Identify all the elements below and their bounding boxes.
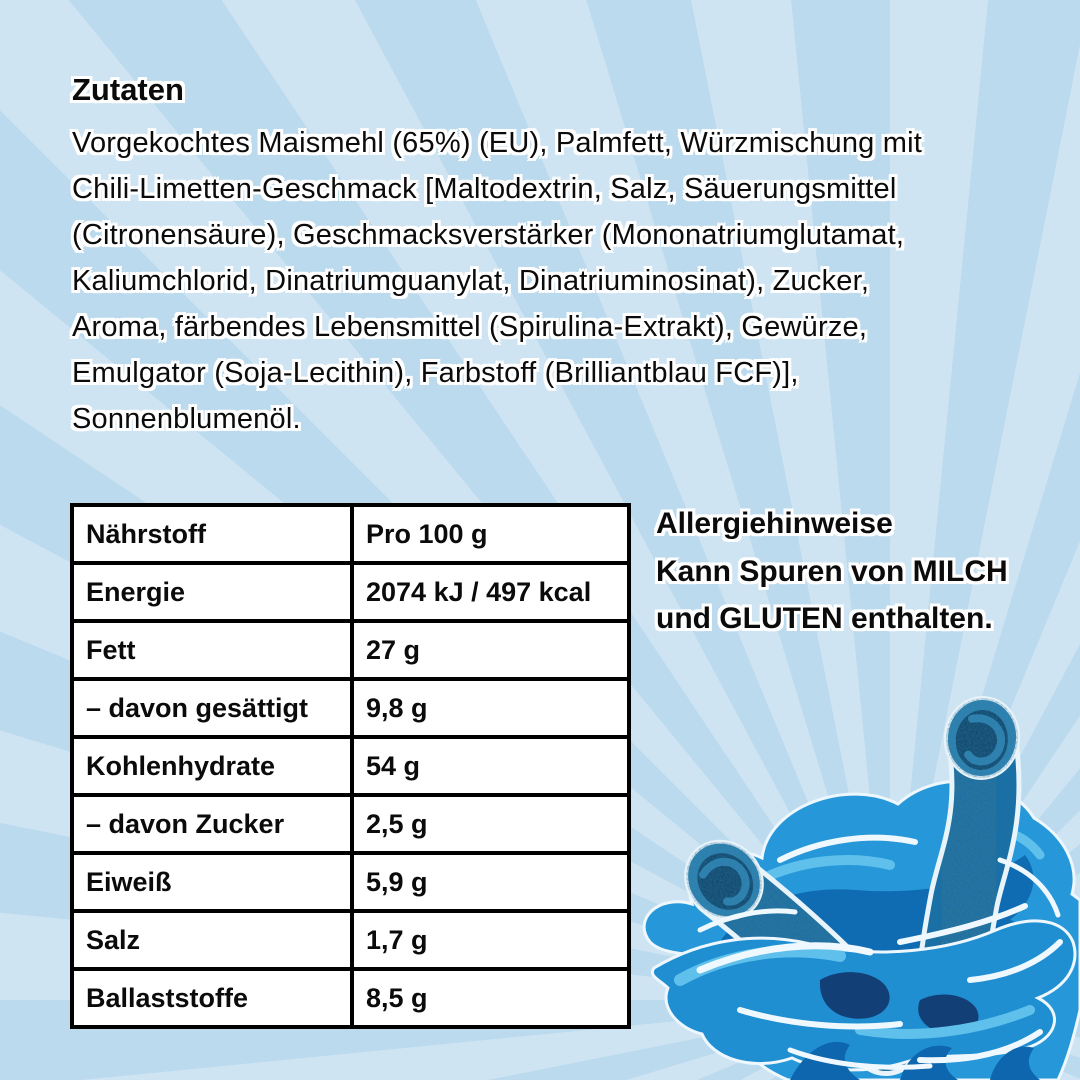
ingredients-line: Kaliumchlorid, Dinatriumguanylat, Dinatriuminosinat), Zucker, [72, 265, 870, 297]
nutrient-value-cell: 54 g [352, 737, 629, 795]
nutrient-name-cell: Energie [72, 563, 352, 621]
table-row [72, 911, 629, 969]
ingredients-section [72, 70, 992, 442]
blue-snacks-splash-illustration [640, 680, 1080, 1080]
ingredients-line: (Citronensäure), Geschmacksverstärker (Mononatriumglutamat, [72, 219, 905, 251]
nutrient-value-cell: 2,5 g [352, 795, 629, 853]
nutrient-name-cell: Salz [72, 911, 352, 969]
nutrient-value-cell: 5,9 g [352, 853, 629, 911]
nutrient-value-cell: 27 g [352, 621, 629, 679]
allergy-line: und GLUTEN enthalten. [656, 602, 993, 635]
allergy-line: Kann Spuren von MILCH [656, 554, 1008, 588]
table-header-row [72, 505, 629, 563]
header-per-100g: Pro 100 g [352, 505, 629, 563]
table-row [72, 563, 629, 621]
ingredients-line: Aroma, färbendes Lebensmittel (Spirulina-Extrakt), Gewürze, [72, 311, 868, 343]
header-nutrient: Nährstoff [72, 505, 352, 563]
ingredients-line: Emulgator (Soja-Lecithin), Farbstoff (Brilliantblau FCF)], [72, 357, 799, 389]
ingredients-line: Sonnenblumenöl. [72, 403, 301, 435]
table-row [72, 679, 629, 737]
allergy-title: Allergiehinweise [656, 507, 893, 540]
table-row [72, 621, 629, 679]
nutrient-name-cell: Ballaststoffe [72, 969, 352, 1027]
ingredients-title: Zutaten [72, 72, 184, 107]
table-row [72, 795, 629, 853]
table-row [72, 737, 629, 795]
ingredients-line: Chili-Limetten-Geschmack [Maltodextrin, Salz, Säuerungsmittel [72, 173, 897, 205]
nutrient-name-cell: Kohlenhydrate [72, 737, 352, 795]
table-row [72, 853, 629, 911]
nutrient-name-cell: – davon gesättigt [72, 679, 352, 737]
nutrient-value-cell: 1,7 g [352, 911, 629, 969]
nutrient-value-cell: 8,5 g [352, 969, 629, 1027]
allergy-section [656, 500, 1008, 643]
nutrient-value-cell: 2074 kJ / 497 kcal [352, 563, 629, 621]
nutrient-name-cell: Eiweiß [72, 853, 352, 911]
nutrient-name-cell: Fett [72, 621, 352, 679]
nutrition-table [70, 503, 631, 1029]
nutrient-name-cell: – davon Zucker [72, 795, 352, 853]
product-image [640, 680, 1080, 1080]
ingredients-line: Vorgekochtes Maismehl (65%) (EU), Palmfett, Würzmischung mit [72, 127, 923, 159]
table-row [72, 969, 629, 1027]
nutrient-value-cell: 9,8 g [352, 679, 629, 737]
